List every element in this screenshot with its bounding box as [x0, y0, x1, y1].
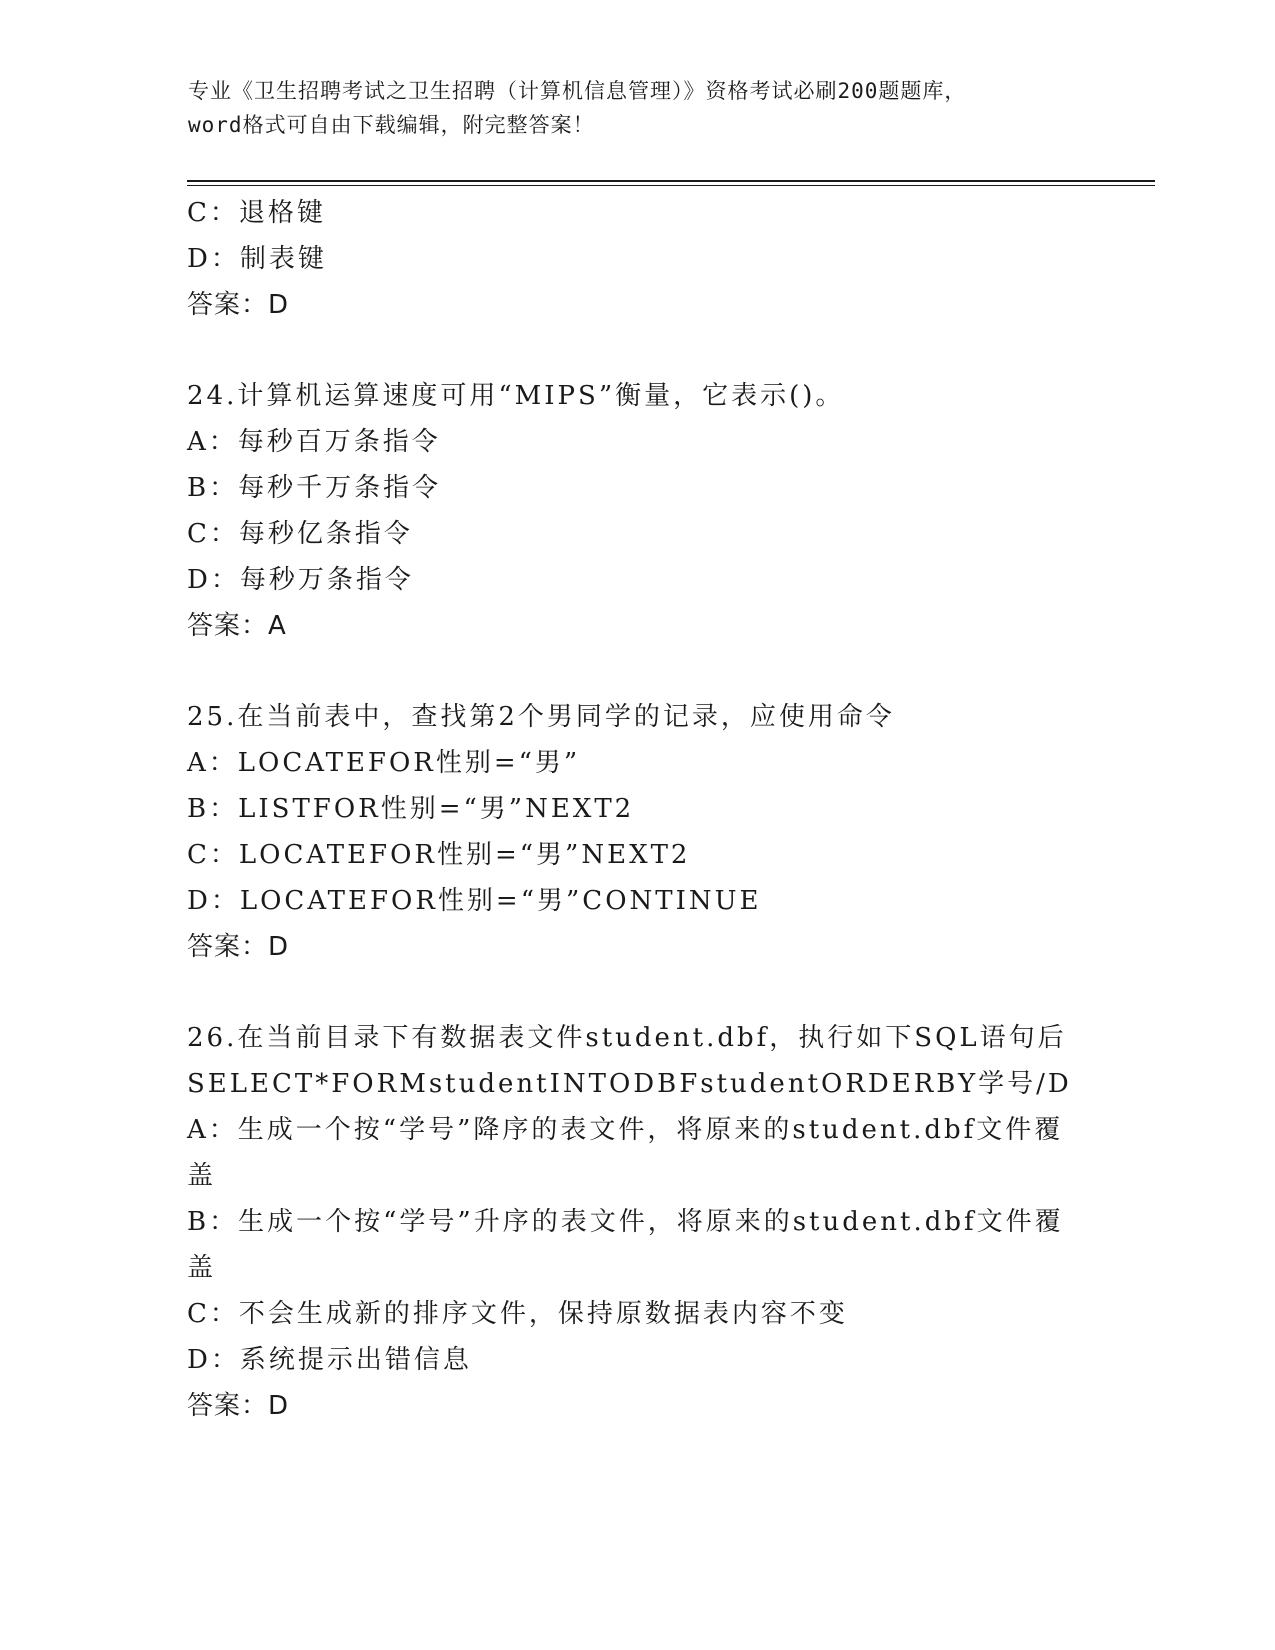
question-stem: 25.在当前表中，查找第2个男同学的记录，应使用命令: [187, 702, 895, 732]
option-c: C：不会生成新的排序文件，保持原数据表内容不变: [187, 1299, 848, 1329]
answer-line: 答案：D: [187, 932, 290, 962]
option-a: A：每秒百万条指令: [187, 427, 441, 457]
option-d: D：制表键: [187, 244, 327, 274]
document-header: [188, 74, 1088, 142]
question-25: [187, 694, 1087, 970]
header-title-line-2: word格式可自由下载编辑，附完整答案！: [188, 113, 595, 137]
option-a-line-2: 盖: [187, 1161, 217, 1191]
option-a-line-1: A：生成一个按“学号”降序的表文件，将原来的student.dbf文件覆: [187, 1115, 1064, 1145]
question-23-fragment: [187, 190, 1087, 328]
answer-line: 答案：A: [187, 611, 287, 641]
option-c: C：每秒亿条指令: [187, 519, 413, 549]
header-divider-thin: [187, 185, 1155, 186]
header-divider-thick: [187, 180, 1155, 182]
option-b: B：LISTFOR性别=“男”NEXT2: [187, 794, 635, 824]
option-c: C：LOCATEFOR性别=“男”NEXT2: [187, 840, 691, 870]
option-b-line-2: 盖: [187, 1253, 217, 1283]
option-a: A：LOCATEFOR性别=“男”: [187, 748, 581, 778]
answer-line: 答案：D: [187, 1391, 290, 1421]
spacer: [187, 328, 1087, 373]
option-d: D：LOCATEFOR性别=“男”CONTINUE: [187, 886, 762, 916]
question-24: [187, 373, 1087, 649]
option-c: C：退格键: [187, 198, 326, 228]
question-26: [187, 1015, 1087, 1429]
header-title-line-1: 专业《卫生招聘考试之卫生招聘（计算机信息管理）》资格考试必刷200题题库，: [188, 79, 967, 103]
document-body: [187, 190, 1087, 1429]
spacer: [187, 970, 1087, 1015]
option-d: D：系统提示出错信息: [187, 1345, 472, 1375]
question-stem: 24.计算机运算速度可用“MIPS”衡量，它表示()。: [187, 381, 845, 411]
answer-line: 答案：D: [187, 290, 290, 320]
spacer: [187, 649, 1087, 694]
option-b: B：每秒千万条指令: [187, 473, 442, 503]
option-b-line-1: B：生成一个按“学号”升序的表文件，将原来的student.dbf文件覆: [187, 1207, 1064, 1237]
option-d: D：每秒万条指令: [187, 565, 414, 595]
question-stem-line-2: SELECT*FORMstudentINTODBFstudentORDERBY学号/D: [187, 1069, 1072, 1099]
question-stem-line-1: 26.在当前目录下有数据表文件student.dbf，执行如下SQL语句后: [187, 1023, 1067, 1053]
